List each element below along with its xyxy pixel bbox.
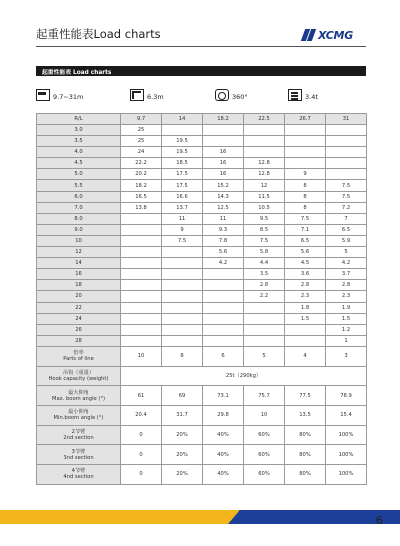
table-row <box>37 147 367 158</box>
table-cell: 12.5 <box>203 202 244 213</box>
radius-cell: 7.0 <box>37 202 121 213</box>
table-cell: 2.8 <box>326 280 367 291</box>
table-cell <box>244 302 285 313</box>
table-cell <box>162 280 203 291</box>
table-cell: 13.7 <box>162 202 203 213</box>
table-cell: 6.5 <box>285 235 326 246</box>
table-cell <box>162 313 203 324</box>
table-body <box>37 125 367 347</box>
rotation-icon <box>215 89 229 101</box>
table-cell <box>203 335 244 346</box>
table-row <box>37 247 367 258</box>
boom-length-icon <box>36 89 50 101</box>
table-cell: 16 <box>203 158 244 169</box>
table-cell: 8 <box>285 180 326 191</box>
table-cell <box>326 169 367 180</box>
spec-boom-length <box>36 87 83 101</box>
table-cell: 5.9 <box>326 235 367 246</box>
table-cell <box>162 335 203 346</box>
table-cell: 5.6 <box>203 247 244 258</box>
table-cell: 15.4 <box>326 405 367 425</box>
table-cell: 4.4 <box>244 258 285 269</box>
table-cell: 25 <box>121 125 162 136</box>
table-row <box>37 335 367 346</box>
table-cell: 0 <box>121 445 162 465</box>
spec-value: 3.4t <box>305 93 318 101</box>
table-cell <box>285 136 326 147</box>
table-cell: 3.6 <box>285 269 326 280</box>
radius-cell: 18 <box>37 280 121 291</box>
table-footer-rows <box>37 346 367 484</box>
table-cell <box>203 125 244 136</box>
table-cell <box>162 291 203 302</box>
table-cell <box>162 324 203 335</box>
table-cell: 5 <box>326 247 367 258</box>
min-angle-row <box>37 405 367 425</box>
table-cell: 13.8 <box>121 202 162 213</box>
page-title: 起重性能表Load charts <box>36 27 161 41</box>
table-cell <box>244 125 285 136</box>
radius-cell: 8.0 <box>37 213 121 224</box>
table-cell: 7.5 <box>326 180 367 191</box>
table-cell: 7 <box>326 213 367 224</box>
header-divider <box>36 46 366 47</box>
table-cell: 4.5 <box>285 258 326 269</box>
table-cell: 20% <box>162 445 203 465</box>
table-cell: 22.2 <box>121 158 162 169</box>
radius-cell: 5.0 <box>37 169 121 180</box>
table-cell: 16 <box>203 169 244 180</box>
table-cell: 18.5 <box>162 158 203 169</box>
table-cell: 11 <box>162 213 203 224</box>
spec-value: 6.3m <box>147 93 164 101</box>
table-cell: 60% <box>244 445 285 465</box>
row-label: 2节臂 2nd section <box>37 425 121 445</box>
table-cell: 11.5 <box>244 191 285 202</box>
table-row <box>37 313 367 324</box>
table-cell: 17.5 <box>162 169 203 180</box>
table-cell: 11 <box>203 213 244 224</box>
table-cell: 29.8 <box>203 405 244 425</box>
table-cell: 20% <box>162 465 203 485</box>
table-cell <box>121 302 162 313</box>
row-label: 吊钩（重量） Hook capacity (weight) <box>37 366 121 386</box>
table-cell: 19.5 <box>162 147 203 158</box>
column-header: 14 <box>162 114 203 125</box>
table-cell <box>285 324 326 335</box>
table-cell <box>121 213 162 224</box>
page-number: 6 <box>376 514 383 527</box>
table-cell: 16 <box>203 147 244 158</box>
table-cell: 31.7 <box>162 405 203 425</box>
table-cell <box>203 313 244 324</box>
table-cell: 10 <box>244 405 285 425</box>
table-cell: 75.7 <box>244 386 285 406</box>
table-cell <box>326 125 367 136</box>
table-cell: 100% <box>326 425 367 445</box>
table-cell: 10 <box>121 346 162 366</box>
table-cell: 60% <box>244 425 285 445</box>
radius-cell: 9.0 <box>37 224 121 235</box>
third-section-row <box>37 445 367 465</box>
table-cell <box>121 224 162 235</box>
table-cell <box>285 147 326 158</box>
table-cell: 4.2 <box>203 258 244 269</box>
table-cell: 1.8 <box>285 302 326 313</box>
table-cell: 6 <box>203 346 244 366</box>
table-cell: 17.5 <box>162 180 203 191</box>
table-cell: 1.9 <box>326 302 367 313</box>
table-cell: 16.6 <box>162 191 203 202</box>
spec-strip <box>36 87 366 101</box>
table-cell: 8.5 <box>244 224 285 235</box>
fourth-section-row <box>37 465 367 485</box>
table-cell: 3.7 <box>326 269 367 280</box>
table-cell: 5.8 <box>244 247 285 258</box>
table-cell <box>121 335 162 346</box>
table-cell: 3.5 <box>244 269 285 280</box>
table-cell: 20.4 <box>121 405 162 425</box>
column-header: R/L <box>37 114 121 125</box>
radius-cell: 28 <box>37 335 121 346</box>
table-cell: 9.3 <box>203 224 244 235</box>
max-angle-row <box>37 386 367 406</box>
table-cell: 9 <box>285 169 326 180</box>
table-cell: 8 <box>285 202 326 213</box>
jib-length-icon <box>130 89 144 101</box>
table-cell: 6.5 <box>326 224 367 235</box>
table-cell: 7.5 <box>244 235 285 246</box>
row-label: 倍率 Parts of line <box>37 346 121 366</box>
table-cell <box>121 247 162 258</box>
radius-cell: 4.0 <box>37 147 121 158</box>
radius-cell: 24 <box>37 313 121 324</box>
table-cell: 40% <box>203 465 244 485</box>
column-header: 18.2 <box>203 114 244 125</box>
table-cell: 19.5 <box>162 136 203 147</box>
table-row <box>37 258 367 269</box>
table-cell <box>121 313 162 324</box>
table-cell: 0 <box>121 465 162 485</box>
table-row <box>37 213 367 224</box>
table-cell: 7.5 <box>162 235 203 246</box>
radius-cell: 20 <box>37 291 121 302</box>
table-cell: 15.2 <box>203 180 244 191</box>
table-cell <box>203 280 244 291</box>
table-row <box>37 280 367 291</box>
table-cell <box>162 269 203 280</box>
table-cell <box>244 324 285 335</box>
table-cell <box>203 136 244 147</box>
table-cell: 18.2 <box>121 180 162 191</box>
table-cell: 9.5 <box>244 213 285 224</box>
table-cell <box>162 258 203 269</box>
table-cell: 60% <box>244 465 285 485</box>
table-cell: 3 <box>326 346 367 366</box>
table-cell: 40% <box>203 425 244 445</box>
table-cell: 25t（290kg） <box>121 366 367 386</box>
hook-capacity-row <box>37 366 367 386</box>
table-cell <box>244 313 285 324</box>
table-row <box>37 269 367 280</box>
table-cell <box>121 258 162 269</box>
table-cell <box>244 136 285 147</box>
table-cell <box>121 291 162 302</box>
counterweight-icon <box>288 89 302 101</box>
table-cell: 80% <box>285 425 326 445</box>
table-cell <box>203 291 244 302</box>
table-cell: 4 <box>285 346 326 366</box>
table-cell <box>121 280 162 291</box>
table-cell <box>162 247 203 258</box>
spec-jib-length <box>130 87 164 101</box>
table-cell: 12.8 <box>244 169 285 180</box>
table-cell: 40% <box>203 445 244 465</box>
table-row <box>37 158 367 169</box>
second-section-row <box>37 425 367 445</box>
spec-value: 9.7~31m <box>53 93 84 101</box>
table-cell: 12.8 <box>244 158 285 169</box>
table-row <box>37 291 367 302</box>
table-cell <box>203 302 244 313</box>
table-cell <box>162 302 203 313</box>
table-cell: 1.5 <box>326 313 367 324</box>
table-cell <box>285 125 326 136</box>
parts-of-line-row <box>37 346 367 366</box>
table-cell: 69 <box>162 386 203 406</box>
table-cell <box>326 136 367 147</box>
table-cell: 10.5 <box>244 202 285 213</box>
table-cell: 2.3 <box>285 291 326 302</box>
table-cell: 7.2 <box>326 202 367 213</box>
radius-cell: 3.0 <box>37 125 121 136</box>
radius-cell: 5.5 <box>37 180 121 191</box>
table-row <box>37 202 367 213</box>
table-row <box>37 224 367 235</box>
row-label: 最大仰角 Max. boom angle (°) <box>37 386 121 406</box>
table-cell: 12 <box>244 180 285 191</box>
table-cell: 100% <box>326 465 367 485</box>
spec-rotation <box>215 87 248 101</box>
table-cell <box>162 125 203 136</box>
table-cell <box>121 235 162 246</box>
table-cell: 7.8 <box>203 235 244 246</box>
table-cell: 20.2 <box>121 169 162 180</box>
table-cell: 61 <box>121 386 162 406</box>
radius-cell: 4.5 <box>37 158 121 169</box>
table-cell <box>285 335 326 346</box>
table-row <box>37 235 367 246</box>
table-cell: 16.5 <box>121 191 162 202</box>
table-cell: 24 <box>121 147 162 158</box>
table-cell <box>203 269 244 280</box>
radius-cell: 16 <box>37 269 121 280</box>
radius-cell: 6.0 <box>37 191 121 202</box>
row-label: 4节臂 4nd section <box>37 465 121 485</box>
table-cell: 2.8 <box>285 280 326 291</box>
table-cell <box>121 269 162 280</box>
table-cell: 73.1 <box>203 386 244 406</box>
table-row <box>37 302 367 313</box>
table-row <box>37 324 367 335</box>
table-cell: 9 <box>162 224 203 235</box>
table-cell: 77.5 <box>285 386 326 406</box>
logo-text: XCMG <box>318 28 353 42</box>
table-row <box>37 169 367 180</box>
logo-mark-icon <box>302 29 316 41</box>
table-row <box>37 191 367 202</box>
column-header: 9.7 <box>121 114 162 125</box>
table-cell: 2.3 <box>326 291 367 302</box>
table-cell <box>203 324 244 335</box>
radius-cell: 12 <box>37 247 121 258</box>
table-cell: 8 <box>285 191 326 202</box>
table-cell: 1.5 <box>285 313 326 324</box>
column-header: 22.5 <box>244 114 285 125</box>
table-cell: 20% <box>162 425 203 445</box>
page-header <box>0 0 400 52</box>
table-cell: 5 <box>244 346 285 366</box>
radius-cell: 14 <box>37 258 121 269</box>
row-label: 3节臂 3nd section <box>37 445 121 465</box>
column-header: 31 <box>326 114 367 125</box>
table-cell <box>244 335 285 346</box>
table-cell <box>326 158 367 169</box>
xcmg-logo <box>302 28 366 42</box>
table-cell: 5.6 <box>285 247 326 258</box>
column-header: 26.7 <box>285 114 326 125</box>
table-cell: 80% <box>285 465 326 485</box>
table-cell: 4.2 <box>326 258 367 269</box>
table-cell: 80% <box>285 445 326 465</box>
section-title-bar <box>36 66 366 76</box>
spec-value: 360° <box>232 93 248 101</box>
table-cell: 13.5 <box>285 405 326 425</box>
table-cell: 78.9 <box>326 386 367 406</box>
spec-counterweight <box>288 87 318 101</box>
table-cell: 1.2 <box>326 324 367 335</box>
table-cell: 100% <box>326 445 367 465</box>
load-chart-table <box>36 113 367 485</box>
radius-cell: 26 <box>37 324 121 335</box>
table-cell <box>326 147 367 158</box>
table-cell: 2.2 <box>244 291 285 302</box>
table-row <box>37 180 367 191</box>
table-cell: 14.3 <box>203 191 244 202</box>
radius-cell: 3.5 <box>37 136 121 147</box>
table-cell: 0 <box>121 425 162 445</box>
footer-stripe <box>0 510 400 524</box>
table-cell <box>121 324 162 335</box>
table-cell: 1 <box>326 335 367 346</box>
table-cell: 7.5 <box>285 213 326 224</box>
table-cell <box>244 147 285 158</box>
section-title: 起重性能表 Load charts <box>42 69 112 76</box>
row-label: 最小仰角 Min.boom angle (°) <box>37 405 121 425</box>
table-cell: 25 <box>121 136 162 147</box>
table-cell: 7.5 <box>326 191 367 202</box>
table-cell <box>285 158 326 169</box>
table-cell: 8 <box>162 346 203 366</box>
table-header-row <box>37 114 367 125</box>
table-cell: 7.1 <box>285 224 326 235</box>
table-cell: 2.8 <box>244 280 285 291</box>
radius-cell: 22 <box>37 302 121 313</box>
table-row <box>37 125 367 136</box>
table-row <box>37 136 367 147</box>
radius-cell: 10 <box>37 235 121 246</box>
